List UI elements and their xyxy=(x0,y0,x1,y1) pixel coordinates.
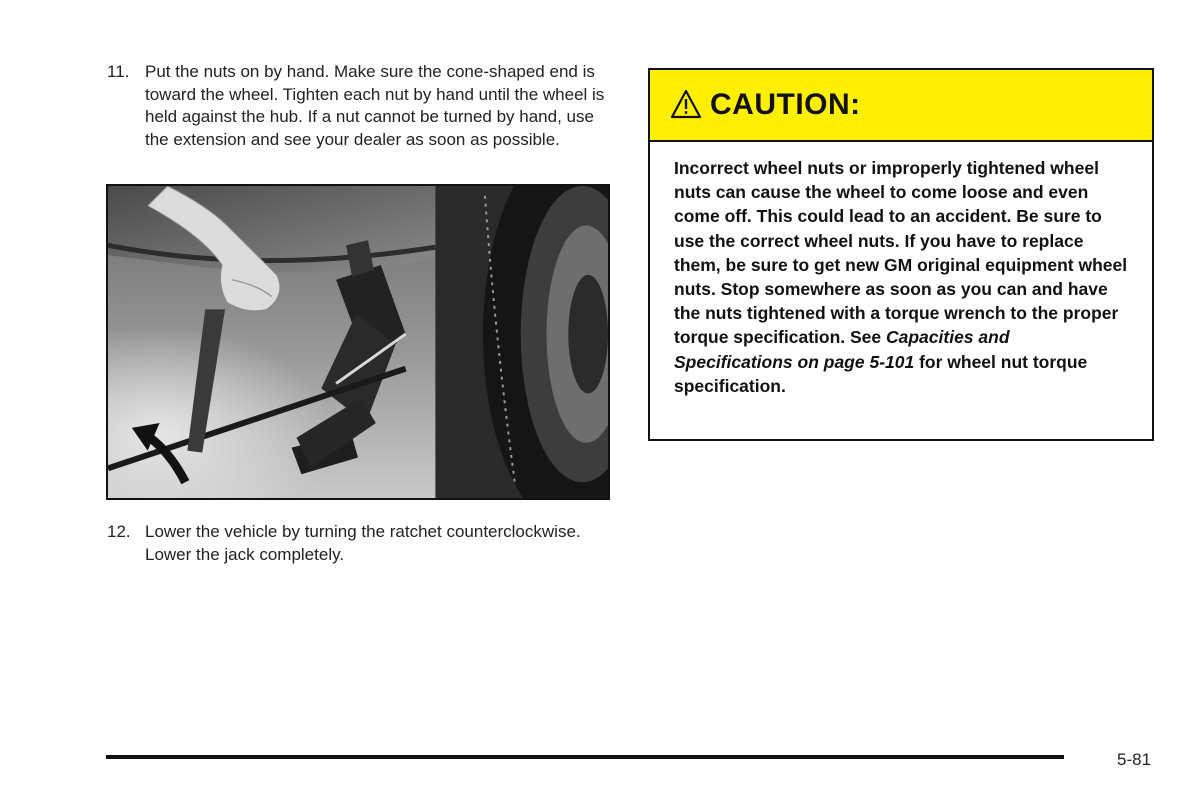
jack-photo-drawing xyxy=(108,186,608,498)
caution-body-text-end: for wheel nut torque specification. xyxy=(674,351,1088,396)
step-number: 12. xyxy=(107,522,131,541)
step-text: Lower the vehicle by turning the ratchet counterclockwise. Lower the jack completely. xyxy=(145,522,581,564)
step-number: 11. xyxy=(107,62,130,81)
step-11 xyxy=(107,61,617,151)
capacities-specifications-reference[interactable]: Capacities and Specifications on page 5-101 xyxy=(674,327,1010,372)
footer-divider xyxy=(106,755,1064,759)
caution-box xyxy=(648,68,1154,441)
step-12 xyxy=(107,521,617,566)
page-number: 5-81 xyxy=(1117,750,1152,769)
caution-body-text: Incorrect wheel nuts or improperly tightened wheel nuts can cause the wheel to come loose and even come off. This could lead to an accident. Be sure to use the correct wheel nuts. If you have to replace them, be sure to get new GM original equipment wheel nuts. Stop somewhere as soon as you can and have the nuts tightened with a torque wrench to the proper torque specification. See xyxy=(674,158,1128,348)
caution-title: CAUTION: xyxy=(710,88,861,121)
step-text: Put the nuts on by hand. Make sure the cone-shaped end is toward the wheel. Tighten each nut by hand until the wheel is held against the hub. If a nut cannot be turned by hand, use the extension and see your dealer as soon as possible. xyxy=(145,62,605,149)
jack-lowering-illustration xyxy=(106,184,610,500)
caution-text xyxy=(650,142,1152,398)
caution-header xyxy=(650,70,1152,142)
warning-triangle-icon xyxy=(670,89,702,119)
